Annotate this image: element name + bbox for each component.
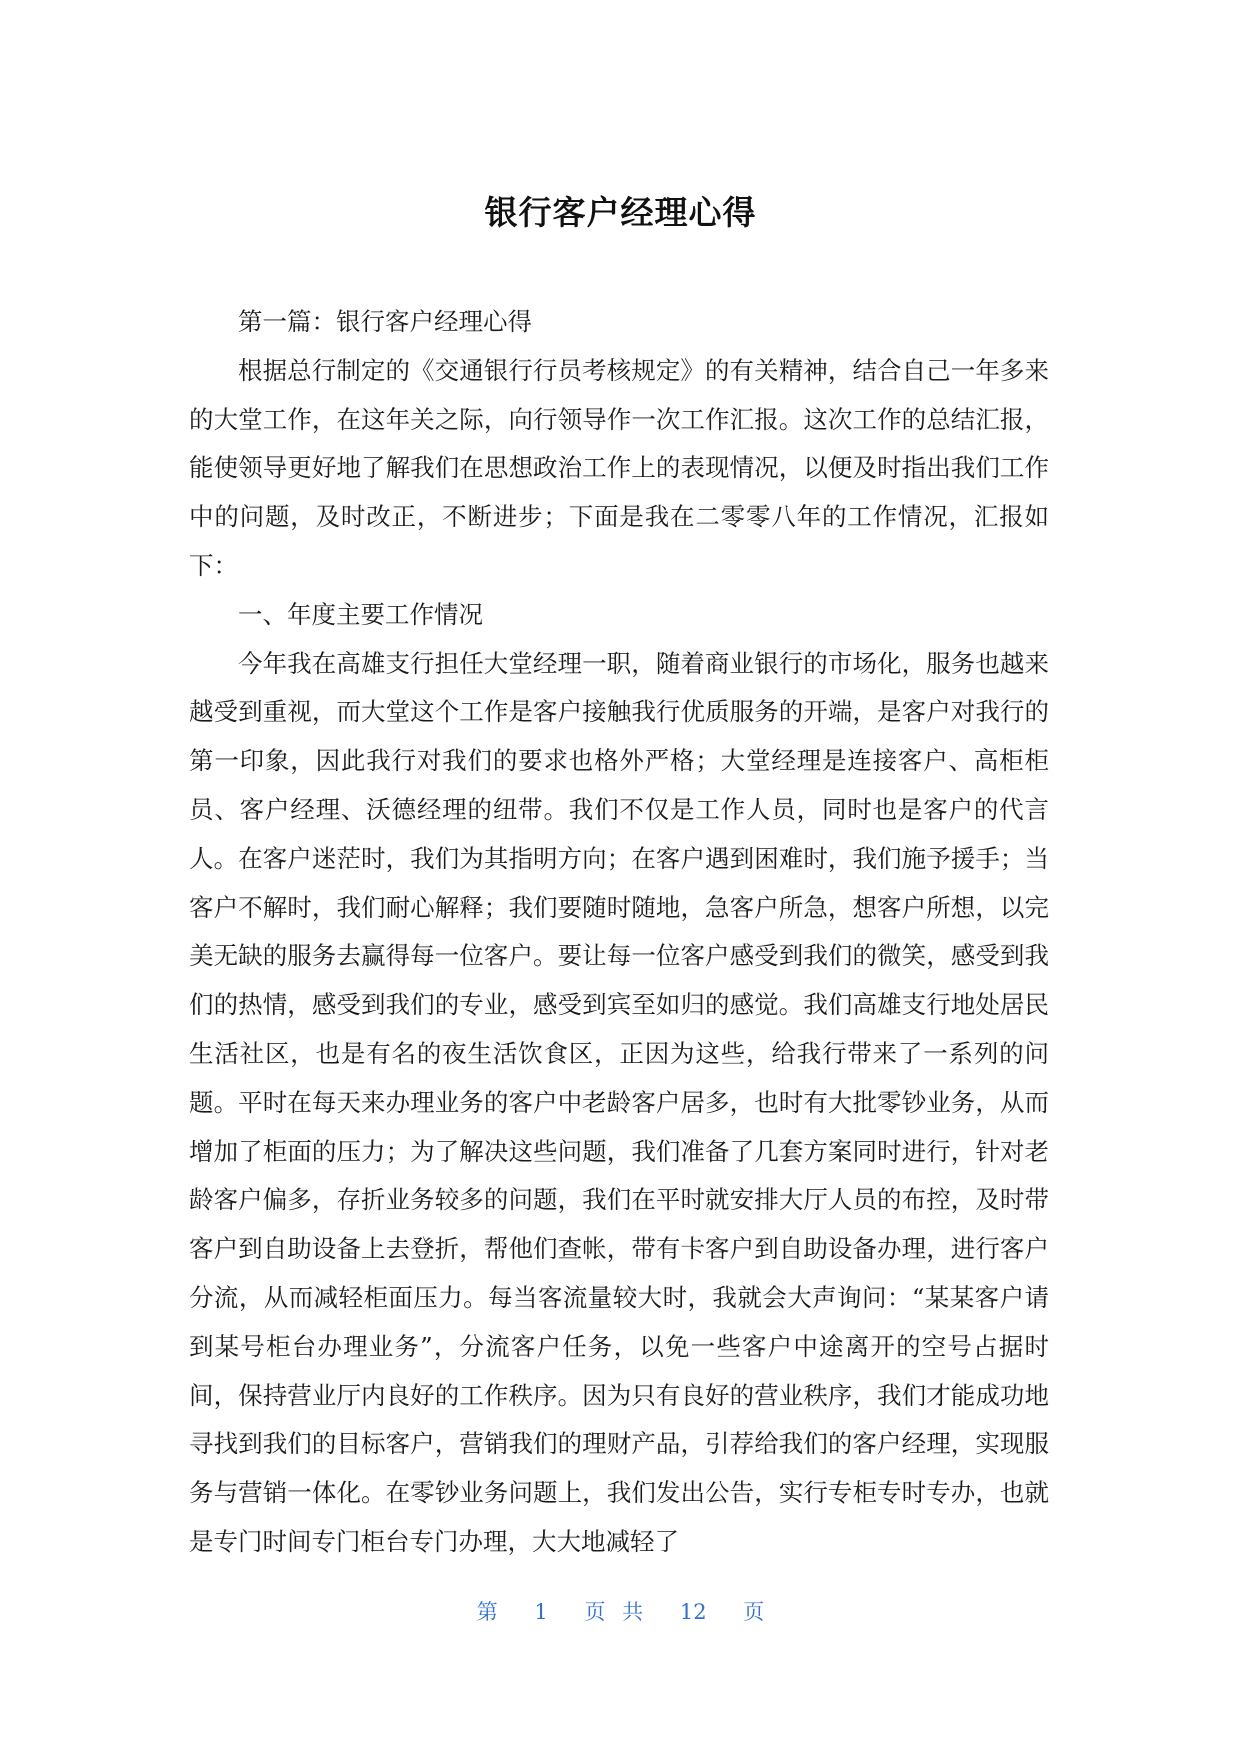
section-heading: 第一篇：银行客户经理心得 [238, 307, 532, 336]
footer-total-pages: 12 [679, 1600, 707, 1624]
page-footer [0, 1596, 1241, 1626]
document-title: 银行客户经理心得 [484, 193, 757, 232]
body-paragraph: 今年我在高雄支行担任大堂经理一职，随着商业银行的市场化，服务也越来越受到重视，而大堂这个工作是客户接触我行优质服务的开端，是客户对我行的第一印象，因此我行对我们的要求也格外严格；大堂经理是连接客户、高柜柜员、客户经理、沃德经理的纽带。我们不仅是工作人员，同时也是客户的代言人。在客户迷茫时，我们为其指明方向；在客户遇到困难时，我们施予援手；当客户不解时，我们耐心解释；我们要随时随地，急客户所急，想客户所想，以完美无缺的服务去赢得每一位客户。要让每一位客户感受到我们的微笑，感受到我们的热情，感受到我们的专业，感受到宾至如归的感觉。我们高雄支行地处居民生活社区，也是有名的夜生活饮食区，正因为这些，给我行带来了一系列的问题。平时在每天来办理业务的客户中老龄客户居多，也时有大批零钞业务，从而增加了柜面的压力；为了解决这些问题，我们准备了几套方案同时进行，针对老龄客户偏多，存折业务较多的问题，我们在平时就安排大厅人员的布控，及时带客户到自助设备上去登折，帮他们查帐，带有卡客户到自助设备办理，进行客户分流，从而减轻柜面压力。每当客流量较大时，我就会大声询问：“某某客户请到某号柜台办理业务”，分流客户任务，以免一些客户中途离开的空号占据时间，保持营业厅内良好的工作秩序。因为只有良好的营业秩序，我们才能成功地寻找到我们的目标客户，营销我们的理财产品，引荐给我们的客户经理，实现服务与营销一体化。在零钞业务问题上，我们发出公告，实行专柜专时专办，也就是专门时间专门柜台专门办理，大大地减轻了 [189, 648, 1049, 1556]
subsection-heading: 一、年度主要工作情况 [238, 599, 483, 629]
footer-suffix: 页 [743, 1600, 765, 1624]
body-paragraph: 根据总行制定的《交通银行行员考核规定》的有关精神，结合自己一年多来的大堂工作，在这年关之际，向行领导作一次工作汇报。这次工作的总结汇报，能使领导更好地了解我们在思想政治工作上的表现情况，以便及时指出我们工作中的问题，及时改正，不断进步；下面是我在二零零八年的工作情况，汇报如下： [189, 355, 1049, 580]
footer-prefix: 第 [476, 1600, 498, 1624]
footer-current-page: 1 [534, 1600, 548, 1624]
footer-middle: 页 共 [584, 1600, 644, 1624]
document-body [189, 298, 1049, 1567]
